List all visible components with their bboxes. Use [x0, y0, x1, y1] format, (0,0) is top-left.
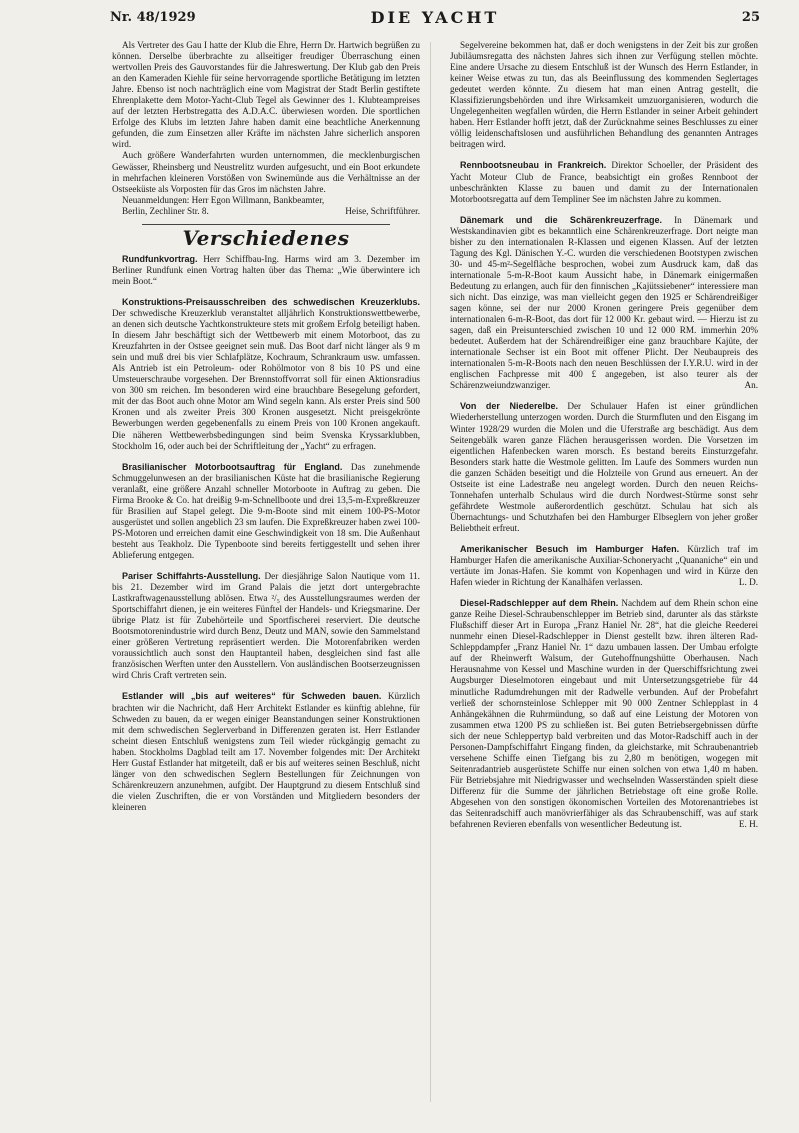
magazine-title: DIE YACHT [370, 8, 500, 27]
news-item-diesel [450, 598, 758, 830]
news-body: Der diesjährige Salon Nautique vom 11. bis 21. Dezember wird im Grand Palais die jetzt dort untergebrachte Lastkraftwagenausstellung ablösen. Etwa ²/₅ des Ausstellungsraumes werden der Sportschiffahrt dienen, je ein weiteres Fünftel der Handels- und Kriegsmarine. Der übrige Platz ist für Zubehörteile und Sportfischerei reserviert. Die deutsche Bootsmotorenindustrie wird durch Benz, Deutz und MAN, sowie den Sammelstand einer größeren Vertretung repräsentiert werden. Die Motorenfabriken werden voraussichtlich auch sonst den Hauptanteil haben, desgleichen sind fast alle französischen Werften unter den Ausstellern. Von ausländischen Bootserzeugnissen wird Chris Craft vertreten sein. [112, 571, 420, 681]
news-item-estlander-continued: Segelvereine bekommen hat, daß er doch wenigstens in der Zeit bis zur großen Jubiläumsregatta des nächsten Jahres sich ihnen zur Verfügung stellen möchte. Eine andere Ursache zu diesem Entschluß ist der Wunsch des Herrn Estlander, in keiner Weise etwas zu tun, das als Beeinflussung des kommenden Seglertages gedeutet werden könnte. Zu diesem hat man einen Antrag gestellt, die Klassifizierungsbehörden und ihre Wirksamkeit umzuorganisieren, wodurch die Ungelegenheiten wegfallen würden, die Herrn Estlander in seiner Arbeit gehindert haben. Herr Estlander hofft jetzt, daß der Zurücknahme seines Beschlusses zu einer völlig leidenschaftslosen und ausführlichen Behandlung des genannten Antrages beitragen wird. [450, 40, 758, 150]
signature-line [112, 206, 420, 217]
page-header [110, 8, 760, 32]
club-report-paragraph: Als Vertreter des Gau I hatte der Klub die Ehre, Herrn Dr. Hartwich begrüßen zu können. Derselbe überbrachte zu allseitiger freudiger Überraschung einen wertvollen Preis des Gauvorstandes für die Jahreswertung. Der Klub gab den Preis an den Kameraden Kiehle für seine hervorragende sportliche Betätigung im letzten Jahre. Ebenso ist noch nachträglich eine vom Magistrat der Stadt Berlin gestiftete Ehrenplakette dem Motor-Yacht-Club Tegel als Gewinner des 1. Klubteampreises auf der letzten Herbstregatta des A.D.A.C. überwiesen worden. Die sportlichen Erfolge des Klubs im letzten Jahre haben damit eine beachtliche Anerkennung gefunden, die zum Einsetzen aller Kräfte im nächsten Jahre sicherlich ansporen wird. [112, 40, 420, 150]
new-members-line: Neuanmeldungen: Herr Egon Willmann, Bankbeamter, [122, 194, 325, 205]
author-initials: E. H. [738, 819, 758, 830]
club-report-paragraph: Auch größere Wanderfahrten wurden unternommen, die mecklenburgischen Gewässer, Rheinsberg und Neustrelitz wurden aufgesucht, und ein Boot erkundete in mehrfachen kleineren Vorstößen von Swinemünde aus die Verhältnisse an der Ostseeküste als Vorposten für das Gros im nächsten Jahre. [112, 150, 420, 194]
news-body: In Dänemark und Westskandinavien gibt es bekanntlich eine Schärenkreuzerfrage. Dort neigte man bisher zu den internationalen R-Klassen und eigenen Klassen. Auf der letzten Tagung des Kgl. Dänischen Y.-C. wurden die verschiedenen Bootstypen zwischen 30- und 45-m²-Segelfläche besprochen, wobei zum Ausdruck kam, daß das internationale 5-m-R-Boot kaum Aussicht habe, in Dänemark einigermaßen Bedeutung zu erlangen, auch für den finnischen „Kajütssiebener“ interessiere man sich nicht. Das einzige, was man vielleicht gegen den 1925 er Schärendreißiger sagen könne, sei der nur 2000 Kronen geringere Preis gegenüber dem internationalen 6-m-R-Boot, das dort für 12 000 Kr. gebaut wird. — Hierzu ist zu sagen, daß ein Preisunterschied zwischen 10 und 12 000 RM. immerhin 20% bedeutet. Außerdem hat der Schärendreißiger eine ganz brauchbare Kajüte, der internationale Sechser ist ein Boot mit offener Plicht. Der Neubaupreis des internationalen 5-m-R-Boots nach den neuen Beschlüssen der I.Y.R.U. wird in der englischen Fachpresse mit 400 £ angegeben, ist also teurer als der Schärenzweiundzwanziger. [450, 214, 758, 391]
section-heading: Verschiedenes [182, 225, 350, 250]
news-headline: Diesel-Radschlepper auf dem Rhein. [460, 598, 619, 609]
news-body: Kürzlich brachten wir die Nachricht, daß Herr Architekt Estlander es künftig ablehne, für Schweden zu bauen, da er wegen einiger Beanstandungen seiner Konstruktionen mit dem schwedischen Seglerverband in Differenzen geraten ist. Herr Estlander scheint diesen Entschluß wenigstens zum Teil wieder rückgängig gemacht zu haben. Stockholms Dagblad teilt am 17. November folgendes mit: Der Architekt Herr Gustaf Estlander hat mitgeteilt, daß er bis auf weiteres seinen Beschluß, nicht länger von den schwedischen Seglern Bestellungen für Zeichnungen von Schärenkreuzern anzunehmen, aufgibt. Der Hauptgrund zu diesem Entschluß sind die vielen Zuschriften, die er von Vorständen und Mitgliedern besonders der kleineren [112, 691, 420, 812]
author-initials: An. [744, 380, 758, 391]
news-item-estlander [112, 691, 420, 813]
news-item-niederelbe [450, 401, 758, 534]
news-item-rundfunk [112, 254, 420, 287]
news-body: Der schwedische Kreuzerklub veranstaltet alljährlich Konstruktionswettbewerbe, an denen sich deutsche Yachtkonstrukteure stets mit großem Erfolg beteiligt haben. In diesem Jahr beschäftigt sich der Wettbewerb mit einem Motorboot, das zu Kreuzfahrten in der Ostsee geeignet sein muß. Das Boot darf nicht länger als 9 m sein und muß drei bis vier Schlafplätze, Kochraum, Schrankraum usw. umfassen. Als Antrieb ist ein Petroleum- oder Rohölmotor von 8 bis 10 PS und eine Umsteuerschraube vorgesehen. Der Brennstoffvorrat soll für einen Aktionsradius von 300 sm reichen. Im besonderen wird eine brauchbare Besegelung gefordert, mit der das Boot auch ohne Motor am Wind segeln kann. Als erster Preis sind 500 Kronen und als zweiter Preis 300 Kronen ausgesetzt. Nicht preisgekrönte Bewerbungen werden gegebenenfalls zu einem Preis von 100 Kronen angekauft. Die näheren Wettbewerbsbedingungen sind beim Svenska Kryssarklubben, Stockholm 16, oder auch bei der Schriftleitung der „Yacht“ zu erfragen. [112, 307, 420, 451]
news-item-brasilien [112, 462, 420, 561]
news-body: Kürzlich traf im Hamburger Hafen die amerikanische Auxiliar-Schoneryacht „Quananiche“ ein und vertäute im Jonas-Hafen. Sie kommt von Kopenhagen und wird in Kürze den Hafen wieder in Richtung der Kanalhäfen verlassen. [450, 543, 758, 588]
right-column [450, 40, 758, 1120]
news-headline: Brasilianischer Motorbootsauftrag für England. [122, 461, 343, 472]
secretary-signature: Heise, Schriftführer. [345, 205, 420, 216]
news-headline: Rennbootsneubau in Frankreich. [460, 160, 607, 171]
news-body: Direktor Schoeller, der Präsident des Yacht Moteur Club de France, beabsichtigt ein großes Rennboot der unbeschränkten Klasse zu bauen und damit zu der Internationalen Motorbootsregatta auf dem Templiner See im nächsten Jahre zu kommen. [450, 160, 758, 204]
news-item-rennboot [450, 160, 758, 204]
news-body: Das zunehmende Schmuggelunwesen an der brasilianischen Küste hat die brasilianische Regierung veranlaßt, eine größere Anzahl schneller Motorboote in Auftrag zu geben. Die Firma Brooke & Co. hat dreißig 9-m-Schnellboote und drei 13,5-m-Expreßkreuzer für Brasilien auf Stapel gelegt. Die 9-m-Boote sind mit einem 100-PS-Motor ausgerüstet und sollen angeblich 23 sm laufen. Die Expreßkreuzer haben zwei 100-PS-Motoren und erreichen damit eine Geschwindigkeit von 18 sm. Die Außenhaut besteht aus Teakholz. Die Typenboote sind bereits fertiggestellt und sehen ihrer Ablieferung entgegen. [112, 461, 420, 560]
news-body: Der Schulauer Hafen ist einer gründlichen Wiederherstellung unterzogen worden. Durch die Sturmfluten und den Eisgang im Winter 1928/29 wurden die Molen und die Uferstraße arg beschädigt. Aus dem Seitengebälk waren ganze Flächen herausgerissen worden. Die Vorsetzen im eigentlichen Hafenbecken waren morsch. Es bestand bereits Einsturzgefahr. Besonders stark hatte die Westmole gelitten. Im Laufe des Sommers wurden nun die ganzen Schäden beseitigt und die Holzteile von Grund aus erneuert. An der Ostseite ist eine Ladestraße neu angelegt worden. Durch den neuen Reichs-Tonnehafen unterhalb Schulaus wird die durch Nordwest-Stürme sonst sehr gefährdete Westmole außerordentlich geschützt. Schulau hat sich als Übernachtungs- und Schutzhafen bei den Hamburger Elbseglern von jeher großer Beliebtheit erfreut. [450, 401, 758, 533]
author-initials: L. D. [738, 577, 758, 588]
column-divider [430, 42, 431, 1102]
member-address: Berlin, Zechliner Str. 8. [122, 205, 209, 216]
left-column [112, 40, 420, 1120]
page-number: 25 [741, 10, 760, 25]
news-item-konstruktion [112, 297, 420, 452]
section-rule [142, 224, 390, 225]
news-item-paris [112, 571, 420, 681]
news-headline: Von der Niederelbe. [460, 401, 558, 412]
issue-number: Nr. 48/1929 [110, 10, 196, 25]
news-item-daenemark [450, 215, 758, 392]
news-headline: Dänemark und die Schärenkreuzerfrage. [460, 214, 662, 225]
news-headline: Rundfunkvortrag. [122, 253, 198, 264]
news-headline: Amerikanischer Besuch im Hamburger Hafen. [460, 543, 680, 554]
news-headline: Pariser Schiffahrts-Ausstellung. [122, 571, 261, 582]
news-body: Nachdem auf dem Rhein schon eine ganze Reihe Diesel-Schraubenschlepper im Betrieb sind, darunter als das stärkste Flußschiff dieser Art in Europa „Franz Haniel Nr. 28“, hat die gleiche Reederei nunmehr einen Diesel-Radschlepper in Dienst gestellt bzw. ihren älteren Rad-Schleppdampfer „Franz Haniel Nr. 1“ dazu umbauen lassen. Der Umbau erfolgte auf der Rheinwerft Walsum, der Gutehoffnungshütte Oberhausen. Nach Herausnahme von Kessel und Maschine wurden in der Querschiffsrichtung zwei Augsburger Dieselmotoren eingebaut und mit Untersetzungsgetriebe für 44 minutliche Radumdrehungen mit der Radwelle verbunden. Auf der Probefahrt verließ der schornsteinlose Schlepper mit 90 000 Zentner Schlepplast in 4 Anhängekähnen die Ruhrmündung, so daß auf eine Leistung der Motoren von zusammen etwa 1200 PS zu schließen ist. Bei guten Betriebsergebnissen dürfte sich der neue Schleppertyp bald verbreiten und das Motor-Radschiff auch in der Personen-Dampfschiffahrt Eingang finden, da gleichstarke, mit Schraubenantrieb versehene Schiffe einen Tiefgang bis zu 2,80 m benötigen, wogegen mit Seitenradantrieb ausgerüstete Schiffe nur einen solchen von etwa 1,40 m haben. Für Betriebsjahre mit Niedrigwasser und wechselnden Wasserständen spielt diese Differenz für die Summe der jährlichen Betriebstage oft eine große Rolle. Abgesehen von den sonstigen ökonomischen Vorteilen des Motorenantriebes ist das Seitenradschiff auch manövrierfähiger als das Schraubenschiff, was auf stark befahrenen Revieren ebenfalls von wesentlicher Bedeutung ist. [450, 598, 758, 830]
news-item-amerikanisch [450, 544, 758, 588]
news-headline: Konstruktions-Preisausschreiben des schwedischen Kreuzerklubs. [122, 296, 420, 307]
news-body: Herr Schiffbau-Ing. Harms wird am 3. Dezember im Berliner Rundfunk einen Vortrag halten über das Thema: „Wie überwintere ich mein Boot.“ [112, 253, 420, 286]
news-headline: Estlander will „bis auf weiteres“ für Schweden bauen. [122, 691, 382, 702]
